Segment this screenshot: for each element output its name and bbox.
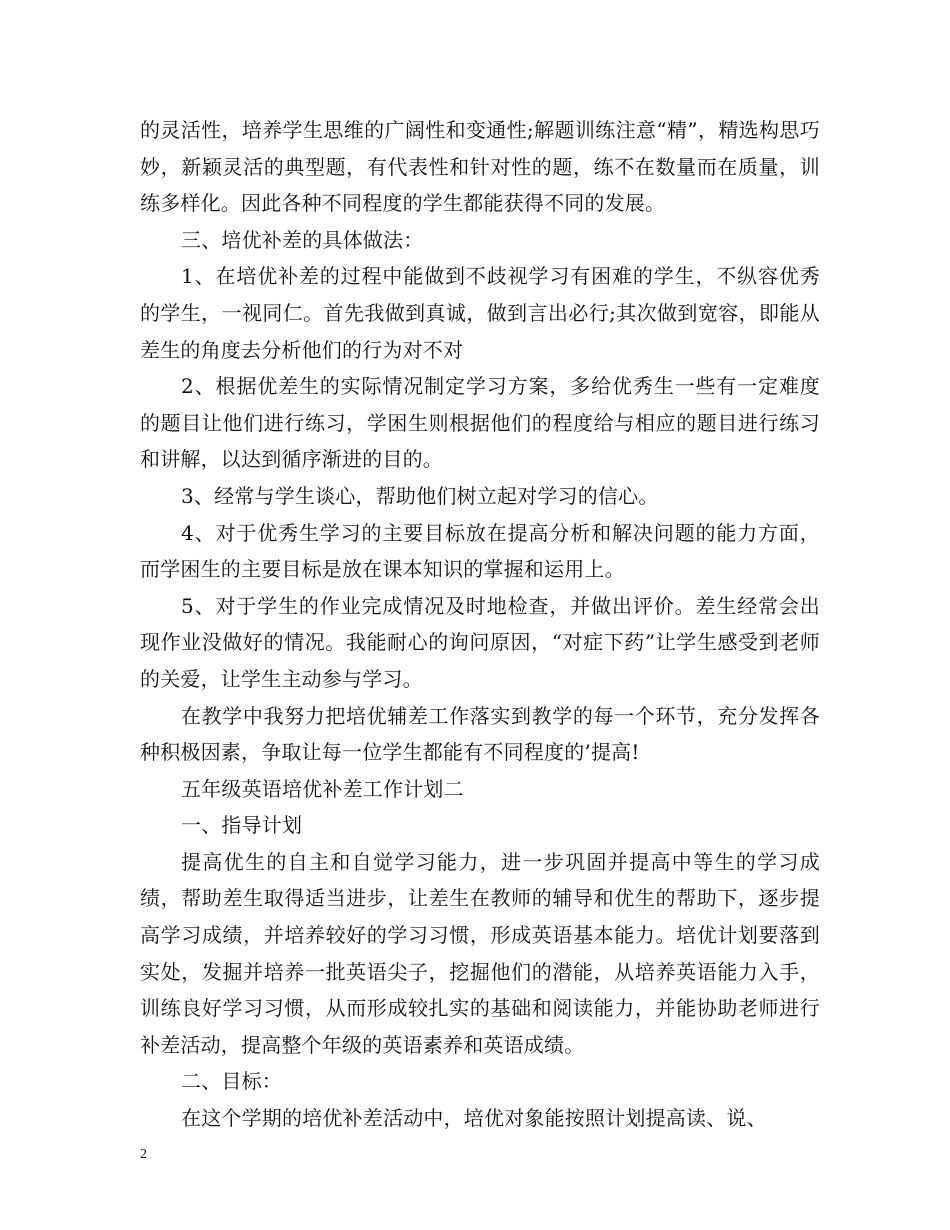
document-subtitle: 五年级英语培优补差工作计划二: [181, 776, 464, 801]
section-heading-3: 三、培优补差的具体做法：: [181, 227, 424, 252]
document-body: [140, 112, 820, 1137]
paragraph-guidance-plan: 提高优生的自主和自觉学习能力，进一步巩固并提高中等生的学习成绩，帮助差生取得适当进步，让差生在教师的辅导和优生的帮助下，逐步提高学习成绩，并培养较好的学习习惯，形成英语基本能力。培优计划要落到实处，发掘并培养一批英语尖子，挖掘他们的潜能，从培养英语能力入手，训练良好学习习惯，从而形成较扎实的基础和阅读能力，并能协助老师进行补差活动，提高整个年级的英语素养和英语成绩。: [140, 849, 820, 1057]
section-heading-2: 二、目标：: [181, 1069, 282, 1094]
page-number: 2: [140, 1147, 147, 1162]
paragraph-goals: 在这个学期的培优补差活动中，培优对象能按照计划提高读、说、: [181, 1106, 767, 1131]
paragraph-method-1: 1、在培优补差的过程中能做到不歧视学习有困难的学生，不纵容优秀的学生，一视同仁。首先我做到真诚，做到言出必行;其次做到宽容，即能从差生的角度去分析他们的行为对不对: [140, 264, 820, 362]
paragraph-1: 的灵活性，培养学生思维的广阔性和变通性;解题训练注意“精”，精选构思巧妙，新颖灵活的典型题，有代表性和针对性的题，练不在数量而在质量，训练多样化。因此各种不同程度的学生都能获得不同的发展。: [140, 118, 820, 216]
paragraph-method-4: 4、对于优秀生学习的主要目标放在提高分析和解决问题的能力方面，而学困生的主要目标是放在课本知识的掌握和运用上。: [140, 520, 820, 582]
section-heading-1: 一、指导计划: [181, 813, 303, 838]
paragraph-method-3: 3、经常与学生谈心，帮助他们树立起对学习的信心。: [181, 483, 659, 508]
paragraph-method-2: 2、根据优差生的实际情况制定学习方案，多给优秀生一些有一定难度的题目让他们进行练习，学困生则根据他们的程度给与相应的题目进行练习和讲解，以达到循序渐进的目的。: [140, 374, 820, 472]
paragraph-summary: 在教学中我努力把培优辅差工作落实到教学的每一个环节，充分发挥各种积极因素，争取让每一位学生都能有不同程度的’提高!: [140, 703, 820, 765]
paragraph-method-5: 5、对于学生的作业完成情况及时地检查，并做出评价。差生经常会出现作业没做好的情况。我能耐心的询问原因，“对症下药”让学生感受到老师的关爱，让学生主动参与学习。: [140, 593, 820, 691]
